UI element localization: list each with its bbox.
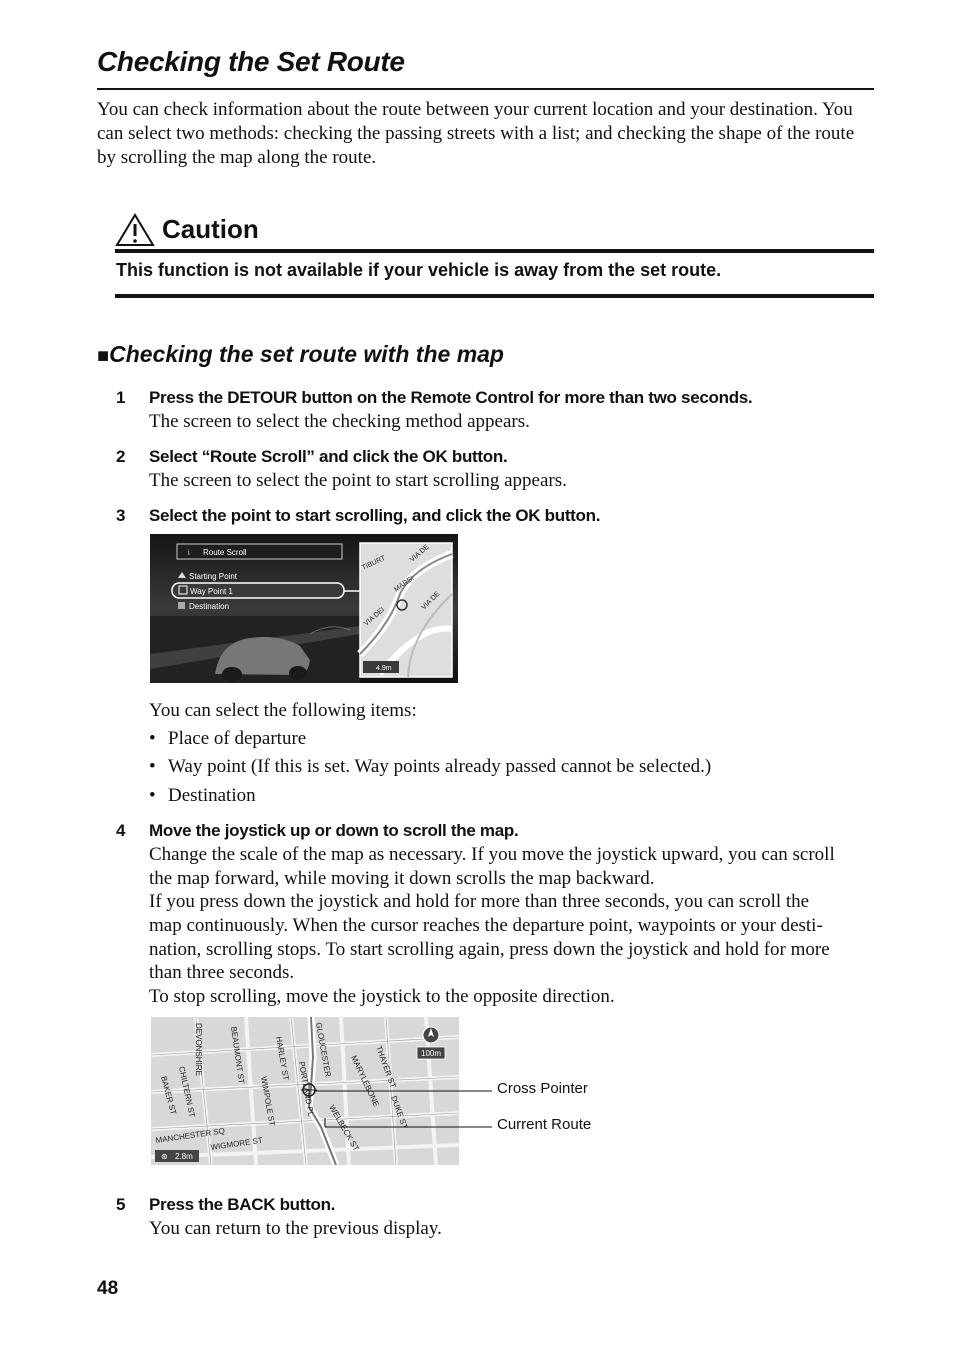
screen1-item: Starting Point bbox=[189, 572, 238, 581]
map-street-label: DUKE ST bbox=[389, 1094, 410, 1131]
step-heading: Press the BACK button. bbox=[149, 1195, 336, 1214]
step-body-line: To stop scrolling, move the joystick to the opposite direction. bbox=[149, 986, 615, 1007]
page-number: 48 bbox=[97, 1278, 119, 1299]
bullet-dot: • bbox=[149, 785, 156, 806]
step-body-line: nation, scrolling stops. To start scrolling again, press down the joystick and hold for more bbox=[149, 939, 830, 960]
screen1-street: VIA DE bbox=[408, 543, 431, 564]
step-heading: Press the DETOUR button on the Remote Control for more than two seconds. bbox=[149, 388, 753, 407]
map-street-label: MARYLEBONE bbox=[349, 1054, 381, 1109]
step-body-line: than three seconds. bbox=[149, 962, 295, 983]
warning-icon bbox=[115, 213, 155, 247]
step-body-line: If you press down the joystick and hold for more than three seconds, you can scroll the bbox=[149, 891, 810, 912]
step-body-line: the map forward, while moving it down scrolls the map backward. bbox=[149, 868, 655, 889]
caution-title: Caution bbox=[162, 214, 259, 244]
page-title: Checking the Set Route bbox=[97, 46, 405, 77]
map-distance: 2.8m bbox=[175, 1152, 193, 1161]
bullet-dot: • bbox=[149, 728, 156, 749]
step-number: 2 bbox=[116, 447, 126, 466]
step-body-line: map continuously. When the cursor reaches the departure point, waypoints or your desti- bbox=[149, 915, 823, 936]
section-marker: ■ bbox=[97, 345, 110, 367]
screen1-item: Destination bbox=[189, 602, 230, 611]
step-number: 5 bbox=[116, 1195, 126, 1214]
route-scroll-screenshot bbox=[150, 534, 458, 683]
step-heading: Select the point to start scrolling, and click the OK button. bbox=[149, 506, 601, 525]
map-street-label: WELBECK ST bbox=[327, 1103, 361, 1153]
screen1-street: VIA DEI bbox=[362, 606, 387, 628]
step-heading: Move the joystick up or down to scroll the map. bbox=[149, 821, 519, 840]
step-body-line: Change the scale of the map as necessary. If you move the joystick upward, you can scroll bbox=[149, 844, 835, 865]
map-street-label: GLOUCESTER bbox=[314, 1021, 333, 1078]
map-street-label: CHILTERN ST bbox=[177, 1065, 197, 1119]
screen1-item-selected: Way Point 1 bbox=[190, 587, 233, 596]
map-street-label: BAKER ST bbox=[159, 1075, 179, 1116]
screen1-street: MARSI bbox=[393, 575, 416, 594]
route-scroll-screen bbox=[150, 534, 458, 683]
compass-icon bbox=[423, 1027, 439, 1043]
screen1-header: Route Scroll bbox=[203, 548, 247, 557]
caution-rule-bottom bbox=[115, 294, 874, 298]
step-number: 4 bbox=[116, 821, 126, 840]
section-heading bbox=[97, 341, 504, 368]
step-number: 3 bbox=[116, 506, 126, 525]
map-street-label: HARLEY ST bbox=[274, 1035, 291, 1081]
bullet-item: Destination bbox=[168, 785, 256, 806]
svg-text:i: i bbox=[188, 550, 190, 557]
map-street-label: WIMPOLE ST bbox=[259, 1075, 277, 1127]
screen1-street: TIBURT bbox=[360, 554, 387, 572]
callout-current-route: Current Route bbox=[497, 1116, 592, 1133]
intro-paragraph: You can check information about the route between your current location and your destination. You can select two methods: checking the passing streets with a list; and checking the shape of the route by scrolling the map along the route. bbox=[97, 99, 855, 168]
map-street-label: THAYER ST bbox=[374, 1044, 398, 1090]
select-intro: You can select the following items: bbox=[149, 700, 417, 721]
screen1-distance: 4.9m bbox=[376, 665, 392, 672]
step-body: The screen to select the checking method appears. bbox=[149, 411, 530, 432]
screen1-street: VIA DE bbox=[420, 590, 442, 612]
bullet-dot: • bbox=[149, 756, 156, 777]
map-street-label: WIGMORE ST bbox=[210, 1135, 264, 1152]
step-number: 1 bbox=[116, 388, 126, 407]
map-street-label: DEVONSHIRE bbox=[194, 1023, 203, 1076]
route-icon: ⊛ bbox=[161, 1152, 168, 1161]
step-body: You can return to the previous display. bbox=[149, 1218, 442, 1239]
map-street-label: MANCHESTER SQ bbox=[155, 1126, 226, 1145]
step-body: The screen to select the point to start scrolling appears. bbox=[149, 470, 567, 491]
title-underline bbox=[97, 88, 874, 90]
bullet-item: Way point (If this is set. Way points already passed cannot be selected.) bbox=[168, 756, 712, 777]
bullet-item: Place of departure bbox=[168, 728, 307, 749]
map-street-label: BEAUMONT ST bbox=[229, 1026, 246, 1085]
section-title-text: Checking the set route with the map bbox=[109, 341, 504, 367]
callout-lines bbox=[300, 1080, 500, 1140]
map-scale: 100m bbox=[421, 1049, 442, 1058]
map-street-label: PORTLAND PL bbox=[297, 1060, 316, 1117]
callout-cross-pointer: Cross Pointer bbox=[497, 1080, 588, 1097]
caution-text: This function is not available if your vehicle is away from the set route. bbox=[116, 260, 722, 280]
step-heading: Select “Route Scroll” and click the OK button. bbox=[149, 447, 508, 466]
caution-rule-top bbox=[115, 249, 874, 253]
